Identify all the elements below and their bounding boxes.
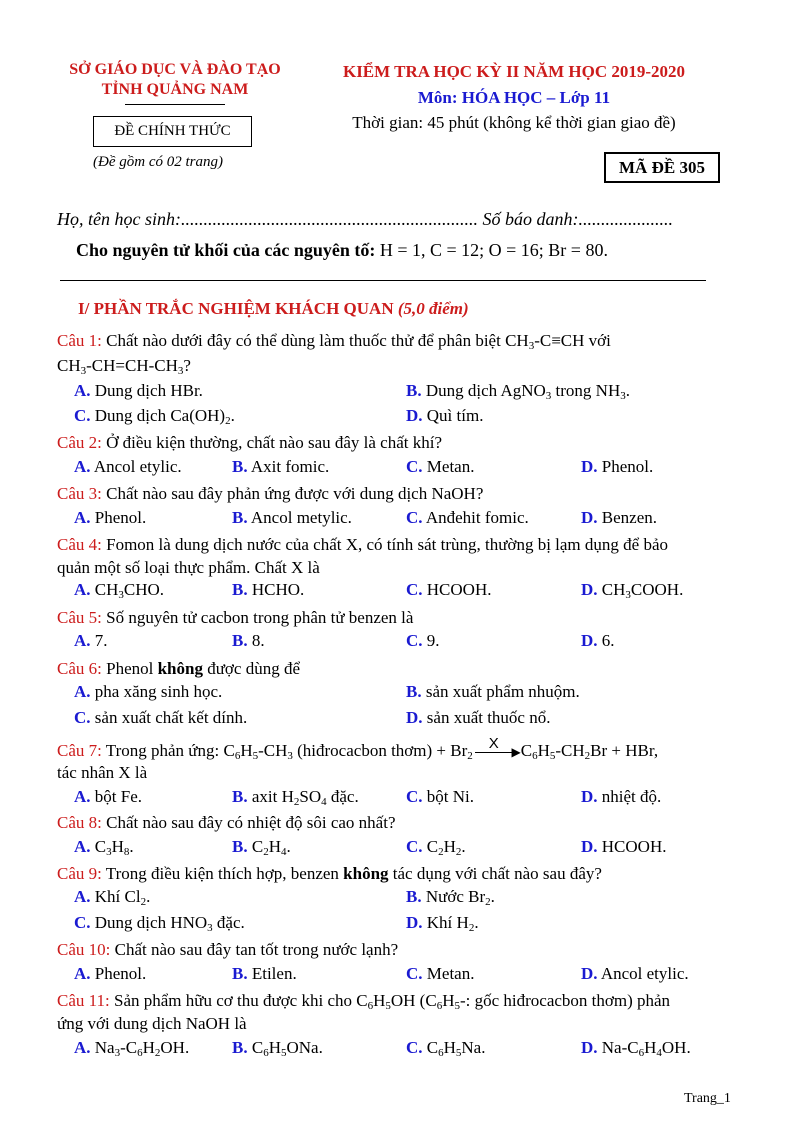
student-id-field[interactable]: ..................... bbox=[578, 209, 673, 229]
option-10a[interactable]: A. Phenol. bbox=[74, 964, 147, 983]
option-6b[interactable]: B. sản xuất phẩm nhuộm. bbox=[406, 682, 580, 701]
option-4c[interactable]: C. HCOOH. bbox=[406, 580, 492, 599]
header-divider bbox=[125, 104, 225, 105]
question-6: Câu 6: Phenol không được dùng để bbox=[57, 659, 301, 678]
option-4b[interactable]: B. HCHO. bbox=[232, 580, 305, 599]
option-1a[interactable]: A. Dung dịch HBr. bbox=[74, 381, 203, 400]
option-4d[interactable]: D. $CH_3COOH$. bbox=[581, 580, 684, 601]
subject-line: Môn: HÓA HỌC – Lớp 11 bbox=[417, 88, 611, 107]
time-line: Thời gian: 45 phút (không kể thời gian giao đề) bbox=[352, 113, 676, 132]
official-badge: ĐỀ CHÍNH THỨC bbox=[93, 116, 252, 147]
option-10b[interactable]: B. Etilen. bbox=[232, 964, 297, 983]
option-5b[interactable]: B. 8. bbox=[232, 631, 265, 650]
option-3b[interactable]: B. Ancol metylic. bbox=[232, 508, 352, 527]
atomic-values: H = 1, C = 12; O = 16; Br = 80. bbox=[375, 240, 608, 260]
section-divider bbox=[60, 280, 706, 281]
option-7a[interactable]: A. bột Fe. bbox=[74, 787, 143, 806]
option-2a[interactable]: A. Ancol etylic. bbox=[74, 457, 182, 476]
question-7: Câu 7: Trong phản ứng: $C_6H_5-CH_3$ (hiđrocacbon thơm) + $Br_2$ X ▶ $C_6H_5-CH_2Br$ + HBr, bbox=[57, 738, 658, 763]
arrow-label: X bbox=[488, 735, 499, 753]
question-1-line2: $CH_3-CH=CH-CH_3$? bbox=[57, 356, 191, 377]
atomic-label: Cho nguyên tử khối của các nguyên tố: bbox=[76, 240, 376, 260]
option-11c[interactable]: C. $C_6H_5Na$. bbox=[406, 1038, 486, 1059]
option-9c[interactable]: C. Dung dịch $HNO_3$ đặc. bbox=[74, 913, 245, 934]
student-id-label: Số báo danh: bbox=[482, 209, 579, 229]
option-2d[interactable]: D. Phenol. bbox=[581, 457, 654, 476]
option-9b[interactable]: B. Nước $Br_2$. bbox=[406, 887, 495, 908]
province-name: TỈNH QUẢNG NAM bbox=[101, 81, 249, 98]
question-3: Câu 3: Chất nào sau đây phản ứng được với dung dịch NaOH? bbox=[57, 484, 484, 503]
section-title: I/ PHẦN TRẮC NGHIỆM KHÁCH QUAN (5,0 điểm) bbox=[78, 299, 469, 318]
question-2: Câu 2: Ở điều kiện thường, chất nào sau đây là chất khí? bbox=[57, 433, 443, 452]
option-8d[interactable]: D. HCOOH. bbox=[581, 837, 667, 856]
option-11d[interactable]: D. $Na-C_6H_4OH$. bbox=[581, 1038, 691, 1059]
exam-title: KIỂM TRA HỌC KỲ II NĂM HỌC 2019-2020 bbox=[342, 62, 686, 81]
option-11a[interactable]: A. $Na_3-C_6H_2OH$. bbox=[74, 1038, 190, 1059]
atomic-masses bbox=[76, 240, 608, 261]
option-2c[interactable]: C. Metan. bbox=[406, 457, 475, 476]
section-points: (5,0 điểm) bbox=[397, 299, 469, 318]
option-3d[interactable]: D. Benzen. bbox=[581, 508, 658, 527]
option-11b[interactable]: B. $C_6H_5ONa$. bbox=[232, 1038, 323, 1059]
student-line bbox=[57, 209, 673, 230]
option-9d[interactable]: D. Khí $H_2$. bbox=[406, 913, 479, 934]
option-8a[interactable]: A. $C_3H_8$. bbox=[74, 837, 134, 858]
option-6d[interactable]: D. sản xuất thuốc nổ. bbox=[406, 708, 551, 727]
option-8b[interactable]: B. $C_2H_4$. bbox=[232, 837, 291, 858]
option-10c[interactable]: C. Metan. bbox=[406, 964, 475, 983]
option-10d[interactable]: D. Ancol etylic. bbox=[581, 964, 689, 983]
option-3a[interactable]: A. Phenol. bbox=[74, 508, 147, 527]
question-11-line2: ứng với dung dịch NaOH là bbox=[57, 1014, 247, 1033]
option-1b[interactable]: B. Dung dịch AgNO$_3$ trong $NH_3$. bbox=[406, 381, 630, 402]
option-5c[interactable]: C. 9. bbox=[406, 631, 440, 650]
option-4a[interactable]: A. $CH_3CHO$. bbox=[74, 580, 165, 601]
option-1c[interactable]: C. Dung dịch $Ca(OH)_2$. bbox=[74, 406, 235, 427]
option-8c[interactable]: C. $C_2H_2$. bbox=[406, 837, 466, 858]
question-11: Câu 11: Sản phẩm hữu cơ thu được khi cho $C_6H_5OH$ ($C_6H_5-$: gốc hiđrocacbon thơm) phản bbox=[57, 991, 671, 1012]
option-7d[interactable]: D. nhiệt độ. bbox=[581, 787, 662, 806]
question-1: Câu 1: Chất nào dưới đây có thể dùng làm thuốc thử để phân biệt $CH_3-C\equiv CH$ với bbox=[57, 331, 611, 352]
question-9: Câu 9: Trong điều kiện thích hợp, benzen không tác dụng với chất nào sau đây? bbox=[57, 864, 602, 883]
question-8: Câu 8: Chất nào sau đây có nhiệt độ sôi cao nhất? bbox=[57, 813, 396, 832]
reaction-arrow: X ▶ bbox=[473, 745, 521, 759]
option-2b[interactable]: B. Axit fomic. bbox=[232, 457, 330, 476]
question-7-line2: tác nhân X là bbox=[57, 763, 148, 782]
option-6c[interactable]: C. sản xuất chất kết dính. bbox=[74, 708, 248, 727]
option-1d[interactable]: D. Quì tím. bbox=[406, 406, 484, 425]
option-7b[interactable]: B. axit $H_2SO_4$ đặc. bbox=[232, 787, 359, 808]
option-5d[interactable]: D. 6. bbox=[581, 631, 615, 650]
question-5: Câu 5: Số nguyên tử cacbon trong phân tử benzen là bbox=[57, 608, 414, 627]
exam-code: MÃ ĐỀ 305 bbox=[604, 152, 720, 183]
option-5a[interactable]: A. 7. bbox=[74, 631, 108, 650]
question-4: Câu 4: Fomon là dung dịch nước của chất X, có tính sát trùng, thường bị lạm dụng để bảo bbox=[57, 535, 668, 554]
question-4-line2: quản một số loại thực phẩm. Chất X là bbox=[57, 558, 320, 577]
option-3c[interactable]: C. Anđehit fomic. bbox=[406, 508, 529, 527]
option-7c[interactable]: C. bột Ni. bbox=[406, 787, 475, 806]
page-number: Trang_1 bbox=[684, 1091, 731, 1106]
pages-note: (Đề gồm có 02 trang) bbox=[93, 154, 223, 170]
option-6a[interactable]: A. pha xăng sinh học. bbox=[74, 682, 223, 701]
option-9a[interactable]: A. Khí $Cl_2$. bbox=[74, 887, 151, 908]
question-10: Câu 10: Chất nào sau đây tan tốt trong nước lạnh? bbox=[57, 940, 399, 959]
student-name-field[interactable]: .................................................................. bbox=[180, 209, 478, 229]
department-name: SỞ GIÁO DỤC VÀ ĐÀO TẠO bbox=[69, 61, 281, 78]
student-name-label: Họ, tên học sinh: bbox=[57, 209, 181, 229]
